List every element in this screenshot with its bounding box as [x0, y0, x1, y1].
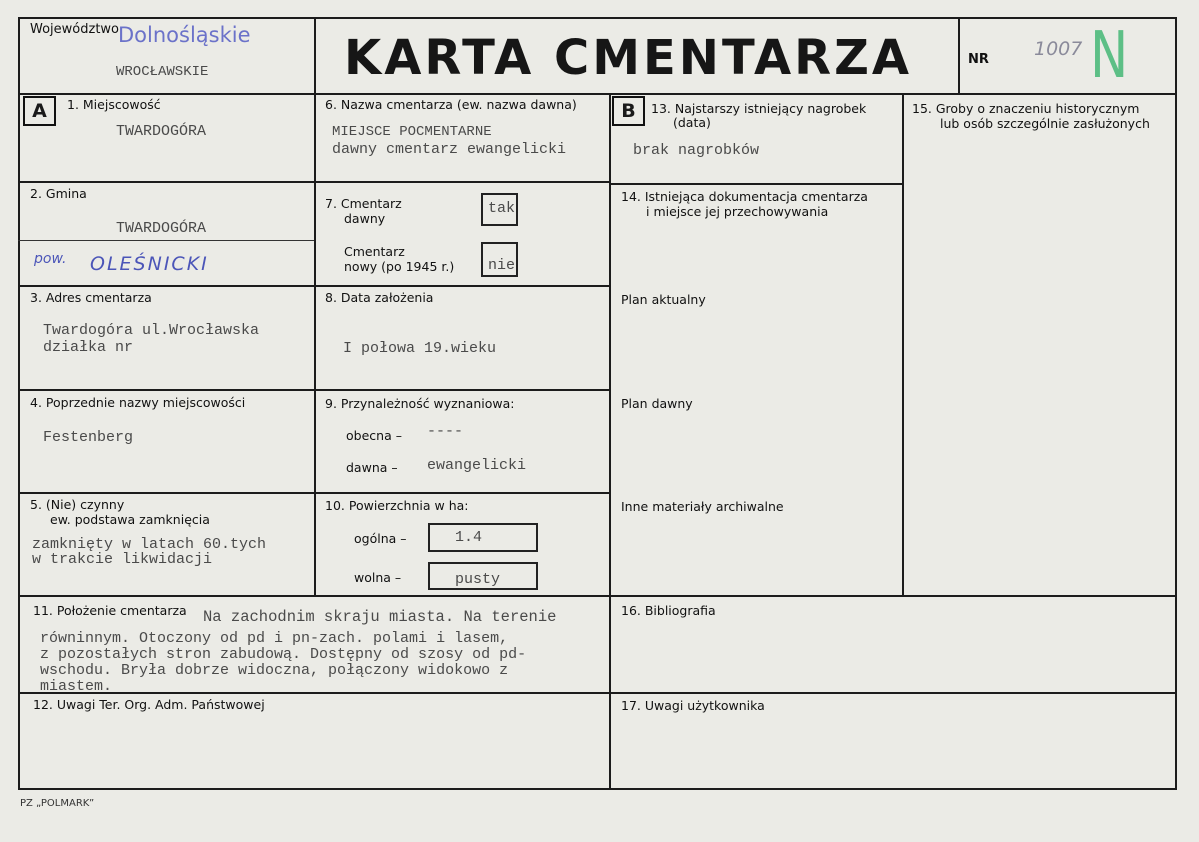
- col-divider-a: [314, 93, 316, 597]
- row-line-1: [18, 181, 611, 183]
- field15-label1: 15. Groby o znaczeniu historycznym: [912, 101, 1140, 116]
- field16-label: 16. Bibliografia: [621, 603, 716, 618]
- field9-dawna-label: dawna –: [346, 460, 398, 475]
- field7-dawny-label2: dawny: [344, 211, 386, 226]
- field11-line4: wschodu. Bryła dobrze widoczna, połączony widokowo z: [40, 662, 509, 679]
- header-col-divider-2: [958, 17, 960, 95]
- field9-obecna-label: obecna –: [346, 428, 402, 443]
- field7-dawny-label1: 7. Cmentarz: [325, 196, 402, 211]
- nr-label: NR: [968, 52, 989, 67]
- frame-top-line: [18, 17, 1177, 19]
- field11-line1: Na zachodnim skraju miasta. Na terenie: [203, 608, 557, 626]
- wojewodztwo-label: Województwo: [30, 22, 120, 37]
- field6-line2: dawny cmentarz ewangelicki: [332, 141, 567, 158]
- field2-pow-value: OLEŚNICKI: [90, 253, 209, 275]
- nr-mark: N: [1090, 19, 1129, 93]
- field7-dawny-value: tak: [488, 200, 516, 217]
- wojewodztwo-stamp: Dolnośląskie: [118, 23, 251, 47]
- field10-ogolna-label: ogólna –: [354, 531, 407, 546]
- field2-pow-prefix: pow.: [34, 251, 67, 267]
- plan-aktualny-label: Plan aktualny: [621, 292, 706, 307]
- field7-nowy-label2: nowy (po 1945 r.): [344, 259, 455, 274]
- field7-nowy-label1: Cmentarz: [344, 244, 405, 259]
- frame-left-line: [18, 17, 20, 790]
- field13-label2: (data): [673, 115, 711, 130]
- field9-dawna-value: ewangelicki: [427, 457, 527, 474]
- frame-right-line: [1175, 17, 1177, 790]
- field4-value: Festenberg: [43, 429, 134, 446]
- page-title: KARTA CMENTARZA: [344, 30, 913, 86]
- field3-line1: Twardogóra ul.Wrocławska: [43, 322, 260, 339]
- field10-wolna-label: wolna –: [354, 570, 402, 585]
- field3-line2: działka nr: [43, 339, 134, 356]
- field5-label2: ew. podstawa zamknięcia: [50, 512, 210, 527]
- col-divider-b: [609, 93, 611, 790]
- field7-nowy-value: nie: [488, 257, 516, 274]
- field1-label: 1. Miejscowość: [67, 97, 161, 112]
- field14-label1: 14. Istniejąca dokumentacja cmentarza: [621, 189, 868, 204]
- field11-line2: równinnym. Otoczony od pd i pn-zach. polami i lasem,: [40, 630, 509, 647]
- field10-ogolna-value: 1.4: [455, 529, 483, 546]
- field8-label: 8. Data założenia: [325, 290, 434, 305]
- field10-ogolna-box: [428, 523, 538, 552]
- field9-obecna-value: ----: [427, 423, 464, 440]
- field2-label: 2. Gmina: [30, 186, 87, 201]
- section-b-letter: B: [612, 96, 645, 126]
- frame-bottom-line: [18, 788, 1177, 790]
- field1-value: TWARDOGÓRA: [116, 123, 207, 140]
- row-line-4: [18, 492, 611, 494]
- field5-line1: zamknięty w latach 60.tych: [32, 536, 267, 553]
- field15-label2: lub osób szczególnie zasłużonych: [940, 116, 1150, 131]
- col-divider-c: [902, 93, 904, 597]
- inne-materialy-label: Inne materiały archiwalne: [621, 499, 784, 514]
- field10-wolna-value: pusty: [455, 571, 501, 588]
- field13-value: brak nagrobków: [633, 142, 760, 159]
- section-a-letter: A: [23, 96, 56, 126]
- footer-printer: PZ „POLMARK”: [20, 798, 95, 809]
- field8-value: I połowa 19.wieku: [343, 340, 497, 357]
- row-line-b1: [609, 183, 902, 185]
- gmina-underline: [18, 240, 314, 241]
- field11-line5: miastem.: [40, 679, 113, 691]
- field13-label1: 13. Najstarszy istniejący nagrobek: [651, 101, 867, 116]
- row-line-6: [18, 692, 1177, 694]
- row-line-2: [18, 285, 611, 287]
- field14-label2: i miejsce jej przechowywania: [646, 204, 829, 219]
- field9-label: 9. Przynależność wyznaniowa:: [325, 396, 515, 411]
- plan-dawny-label: Plan dawny: [621, 396, 693, 411]
- field4-label: 4. Poprzednie nazwy miejscowości: [30, 395, 246, 410]
- field5-line2: w trakcie likwidacji: [32, 551, 213, 568]
- field11-line3: z pozostałych stron zabudową. Dostępny od szosy od pd-: [40, 646, 527, 663]
- header-col-divider-1: [314, 17, 316, 95]
- field5-label1: 5. (Nie) czynny: [30, 497, 125, 512]
- row-line-3: [18, 389, 611, 391]
- field2-value: TWARDOGÓRA: [116, 220, 207, 237]
- field3-label: 3. Adres cmentarza: [30, 290, 152, 305]
- field10-label: 10. Powierzchnia w ha:: [325, 498, 469, 513]
- field11-label: 11. Położenie cmentarza: [33, 603, 187, 618]
- row-line-5: [18, 595, 1177, 597]
- field12-label: 12. Uwagi Ter. Org. Adm. Państwowej: [33, 697, 265, 712]
- field6-label: 6. Nazwa cmentarza (ew. nazwa dawna): [325, 97, 577, 112]
- wojewodztwo-value: WROCŁAWSKIE: [116, 64, 209, 80]
- field17-label: 17. Uwagi użytkownika: [621, 698, 765, 713]
- nr-value: 1007: [1034, 38, 1083, 60]
- field6-line1: MIEJSCE POCMENTARNE: [332, 124, 492, 140]
- header-divider: [18, 93, 1177, 95]
